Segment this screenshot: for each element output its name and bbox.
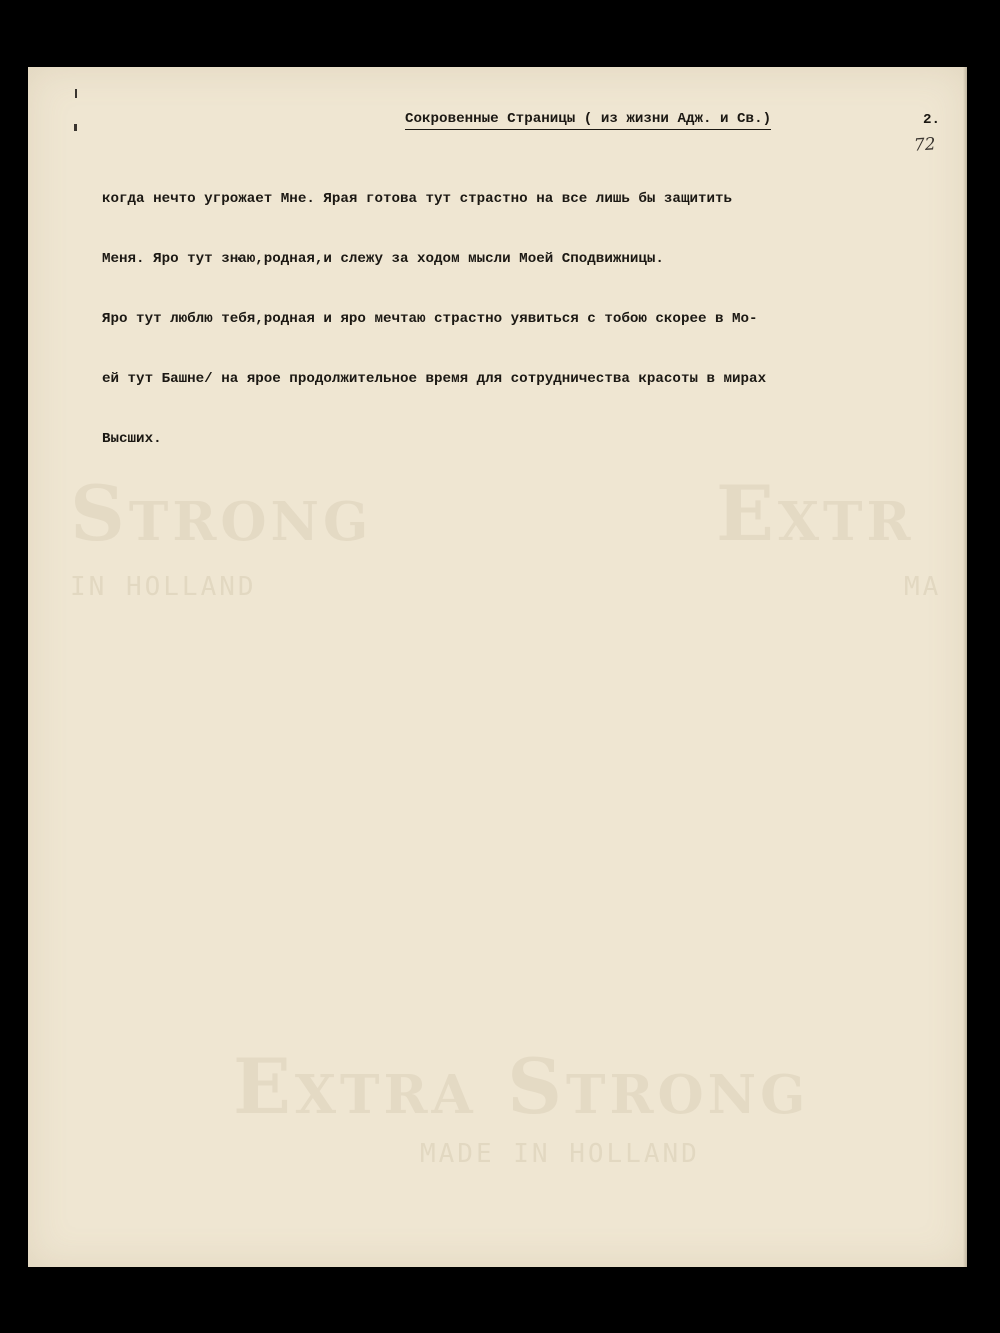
margin-mark [75,89,77,98]
text-line: Меня. Яро тут знаю,родная,и слежу за ходом мысли Моей Сподвижницы. [102,251,664,267]
watermark-made-in-holland: MADE IN HOLLAND [420,1139,700,1169]
handwritten-folio-number: 72 [913,134,937,156]
watermark-strong: Strong [70,469,373,558]
text-line: когда нечто угрожает Мне. Ярая готова тут страстно на все лишь бы защитить [102,191,733,207]
text-line: Яро тут люблю тебя,родная и яро мечтаю страстно уявиться с тобою скорее в Мо- [102,311,758,327]
text-line: ей тут Башне/ на ярое продолжительное время для сотрудничества красоты в мирах [102,371,767,387]
text-line: Высших. [102,431,162,447]
watermark-made-partial: MA [904,572,942,602]
watermark-in-holland: IN HOLLAND [70,572,257,602]
paper-sheet [28,67,967,1267]
typed-body-text [102,149,947,489]
running-header-title: Сокровенные Страницы ( из жизни Адж. и Св.) [405,110,771,130]
margin-mark [74,124,77,131]
watermark-extra-strong: Extra Strong [233,1042,810,1131]
page-number: 2. [923,112,941,128]
watermark-extra-partial: Extr [716,469,915,558]
